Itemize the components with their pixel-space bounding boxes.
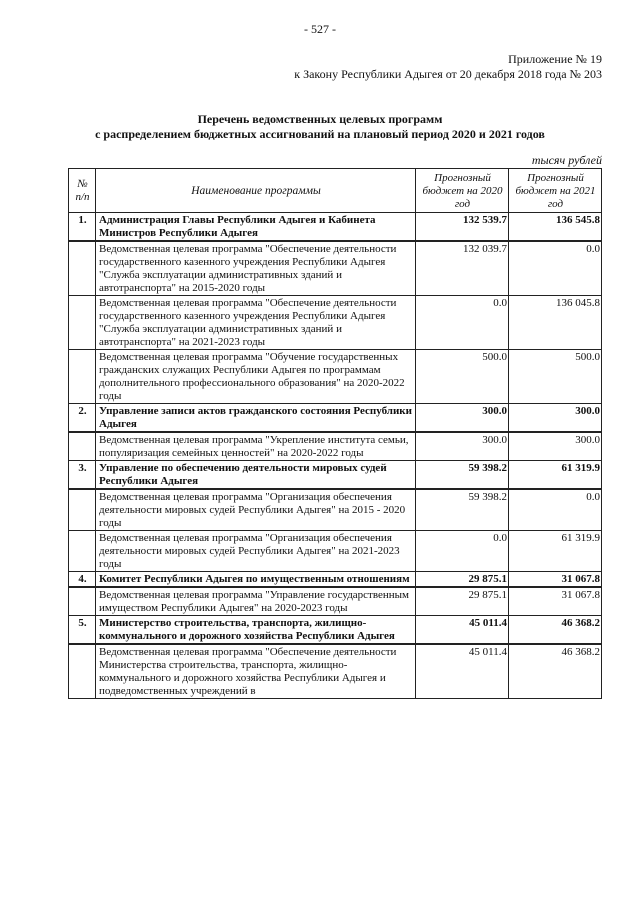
- row-number: [69, 432, 96, 461]
- header-budget-2020: Прогнозный бюджет на 2020 год: [416, 169, 509, 213]
- row-name: Ведомственная целевая программа "Управление государственным имуществом Республики Адыгея" на 2020-2023 годы: [96, 587, 416, 616]
- table-row: [69, 213, 602, 242]
- row-budget-2021: 300.0: [509, 404, 602, 433]
- row-name: Управление по обеспечению деятельности мировых судей Республики Адыгея: [96, 461, 416, 490]
- row-budget-2021: 61 319.9: [509, 531, 602, 572]
- row-number: [69, 644, 96, 699]
- row-budget-2021: 31 067.8: [509, 587, 602, 616]
- row-budget-2020: 500.0: [416, 350, 509, 404]
- programs-table: [68, 168, 602, 699]
- row-budget-2020: 132 039.7: [416, 241, 509, 296]
- row-budget-2020: 0.0: [416, 531, 509, 572]
- appendix-line-2: к Закону Республики Адыгея от 20 декабря 2018 года № 203: [294, 67, 602, 81]
- row-number: 1.: [69, 213, 96, 242]
- appendix-line-1: Приложение № 19: [508, 52, 602, 66]
- row-number: [69, 350, 96, 404]
- row-budget-2020: 45 011.4: [416, 616, 509, 645]
- table-row: [69, 296, 602, 350]
- table-row: [69, 350, 602, 404]
- table-row: [69, 461, 602, 490]
- row-budget-2020: 45 011.4: [416, 644, 509, 699]
- row-name: Ведомственная целевая программа "Обучение государственных гражданских служащих Республики Адыгея по программам дополнительного профессионального образования" на 2020-2022 годы: [96, 350, 416, 404]
- table-row: [69, 572, 602, 588]
- page-number: - 527 -: [304, 22, 336, 36]
- row-number: [69, 489, 96, 531]
- row-budget-2021: 500.0: [509, 350, 602, 404]
- row-budget-2020: 29 875.1: [416, 587, 509, 616]
- table-row: [69, 404, 602, 433]
- row-name: Комитет Республики Адыгея по имущественным отношениям: [96, 572, 416, 588]
- row-name: Ведомственная целевая программа "Организация обеспечения деятельности мировых судей Республики Адыгея" на 2015 - 2020 годы: [96, 489, 416, 531]
- row-name: Министерство строительства, транспорта, жилищно-коммунального и дорожного хозяйства Республики Адыгея: [96, 616, 416, 645]
- row-budget-2020: 300.0: [416, 404, 509, 433]
- row-budget-2020: 0.0: [416, 296, 509, 350]
- row-name: Ведомственная целевая программа "Организация обеспечения деятельности мировых судей Республики Адыгея" на 2021-2023 годы: [96, 531, 416, 572]
- row-name: Администрация Главы Республики Адыгея и Кабинета Министров Республики Адыгея: [96, 213, 416, 242]
- row-name: Ведомственная целевая программа "Обеспечение деятельности государственного казенного учреждения Республики Адыгея "Служба эксплуатации административных зданий и автотранспорта" на 2015-2020 годы: [96, 241, 416, 296]
- row-budget-2021: 31 067.8: [509, 572, 602, 588]
- table-row: [69, 616, 602, 645]
- units-label: тысяч рублей: [531, 153, 602, 167]
- row-number: [69, 531, 96, 572]
- row-budget-2021: 0.0: [509, 489, 602, 531]
- table-row: [69, 489, 602, 531]
- row-budget-2020: 300.0: [416, 432, 509, 461]
- row-number: [69, 241, 96, 296]
- table-row: [69, 241, 602, 296]
- header-program-name: Наименование программы: [96, 169, 416, 213]
- row-budget-2021: 61 319.9: [509, 461, 602, 490]
- header-number: № п/п: [69, 169, 96, 213]
- row-budget-2021: 136 545.8: [509, 213, 602, 242]
- row-budget-2021: 136 045.8: [509, 296, 602, 350]
- row-budget-2020: 132 539.7: [416, 213, 509, 242]
- row-name: Управление записи актов гражданского состояния Республики Адыгея: [96, 404, 416, 433]
- row-name: Ведомственная целевая программа "Обеспечение деятельности государственного казенного учреждения Республики Адыгея "Служба эксплуатации административных зданий и автотранспорта" на 2021-2023 годы: [96, 296, 416, 350]
- row-number: 4.: [69, 572, 96, 588]
- document-title-line-2: с распределением бюджетных ассигнований на плановый период 2020 и 2021 годов: [95, 127, 545, 141]
- row-budget-2021: 300.0: [509, 432, 602, 461]
- row-budget-2021: 0.0: [509, 241, 602, 296]
- row-budget-2020: 59 398.2: [416, 489, 509, 531]
- row-budget-2020: 29 875.1: [416, 572, 509, 588]
- table-row: [69, 432, 602, 461]
- row-number: 2.: [69, 404, 96, 433]
- row-budget-2021: 46 368.2: [509, 644, 602, 699]
- row-budget-2020: 59 398.2: [416, 461, 509, 490]
- header-budget-2021: Прогнозный бюджет на 2021 год: [509, 169, 602, 213]
- document-title-line-1: Перечень ведомственных целевых программ: [197, 112, 443, 126]
- row-budget-2021: 46 368.2: [509, 616, 602, 645]
- table-row: [69, 644, 602, 699]
- row-name: Ведомственная целевая программа "Обеспечение деятельности Министерства строительства, транспорта, жилищно-коммунального и дорожного хозяйства Республики Адыгея и подведомственных учреждений в: [96, 644, 416, 699]
- row-number: 3.: [69, 461, 96, 490]
- row-name: Ведомственная целевая программа "Укрепление института семьи, популяризация семейных ценностей" на 2020-2022 годы: [96, 432, 416, 461]
- table-row: [69, 587, 602, 616]
- row-number: [69, 587, 96, 616]
- row-number: [69, 296, 96, 350]
- row-number: 5.: [69, 616, 96, 645]
- table-row: [69, 531, 602, 572]
